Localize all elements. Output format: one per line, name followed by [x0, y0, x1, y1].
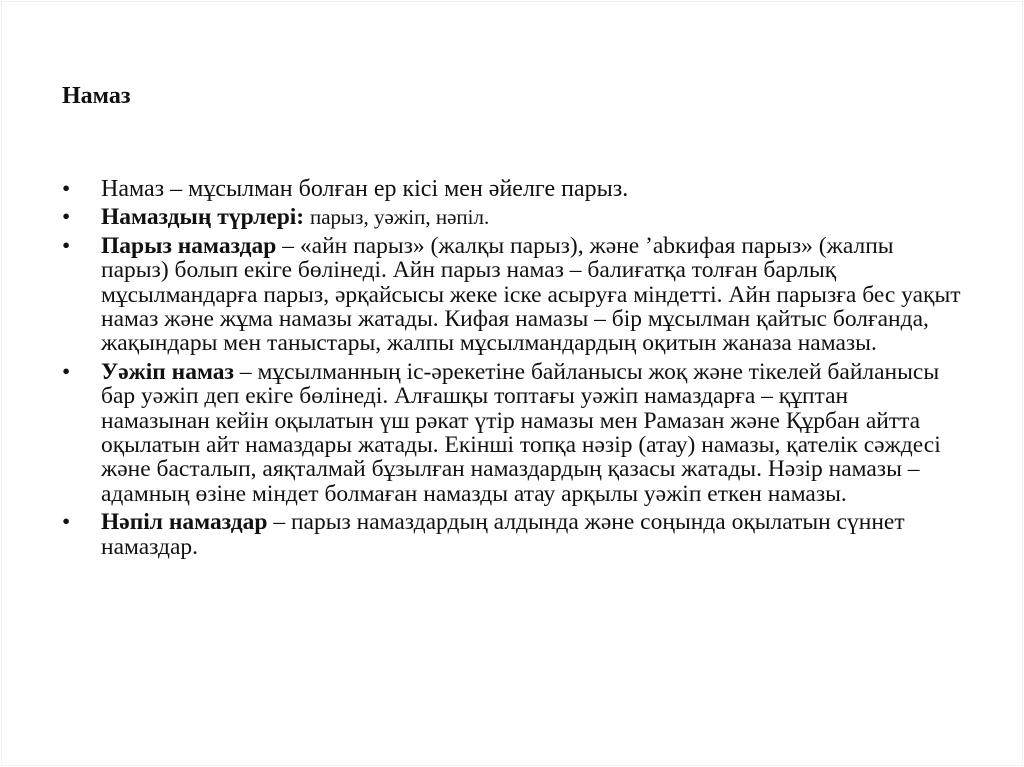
bullet-icon: •: [62, 176, 71, 202]
bullet-separator: –: [267, 509, 291, 536]
bullet-list: [62, 177, 962, 563]
bullet-text: Намаз – мұсылман болған ер кісі мен әйелге парыз.: [101, 176, 629, 202]
bullet-term: Намаздың түрлері:: [101, 204, 305, 231]
bullet-text: мұсылманның іс-әрекетіне байланысы жоқ және тікелей байланысы бар уәжіп деп екіге бөлінеді. Алғашқы топтағы уәжіп намаздарға – құптан намазынан кейін оқылатын үш рәкат үтір намазы мен Рамазан және Құрбан айтта оқылатын айт намаздары жатады. Екінші топқа нәзір (атау) намазы, қателік сәждесі және басталып, аяқталмай бұзылған намаздардың қазасы жатады. Нәзір намазы – адамның өзіне міндет болмаған намазды атау арқылы уәжіп еткен намазы.: [101, 358, 941, 507]
bullet-item-napil-namazdar: [62, 510, 962, 559]
bullet-item-namaz-types: [62, 205, 962, 229]
bullet-item-namaz-definition: [62, 177, 962, 201]
bullet-text: «айн парыз» (жалқы парыз), және ʼаbкифая парыз» (жалпы парыз) болып екіге бөлінеді. Айн парыз намаз – балиғатқа толған барлық мұсылмандарға парыз, әрқайсысы жеке іске асыруға міндетті. Айн парызға бес уақыт намаз және жұма намазы жатады. Кифая намазы – бір мұсылман қайтыс болғанда, жақындары мен таныстары, жалпы мұсылмандардың оқитын жаназа намазы.: [101, 232, 961, 357]
bullet-text: парыз намаздардың алдында және соңында оқылатын сүннет намаздар.: [101, 509, 905, 560]
bullet-icon: •: [62, 509, 71, 536]
bullet-item-uajip-namaz: [62, 360, 962, 506]
bullet-separator: –: [276, 232, 300, 259]
bullet-icon: •: [62, 232, 71, 259]
bullet-icon: •: [62, 204, 71, 231]
bullet-term: Уәжіп намаз: [101, 358, 234, 385]
bullet-icon: •: [62, 358, 71, 385]
bullet-term: Парыз намаздар: [101, 232, 277, 259]
slide: [1, 1, 1023, 766]
bullet-item-paryz-namazdar: [62, 234, 962, 356]
bullet-text: парыз, уәжіп, нәпіл.: [310, 205, 490, 230]
bullet-term: Нәпіл намаздар: [101, 509, 268, 536]
slide-title: Намаз: [62, 83, 131, 109]
bullet-separator: –: [234, 358, 258, 385]
